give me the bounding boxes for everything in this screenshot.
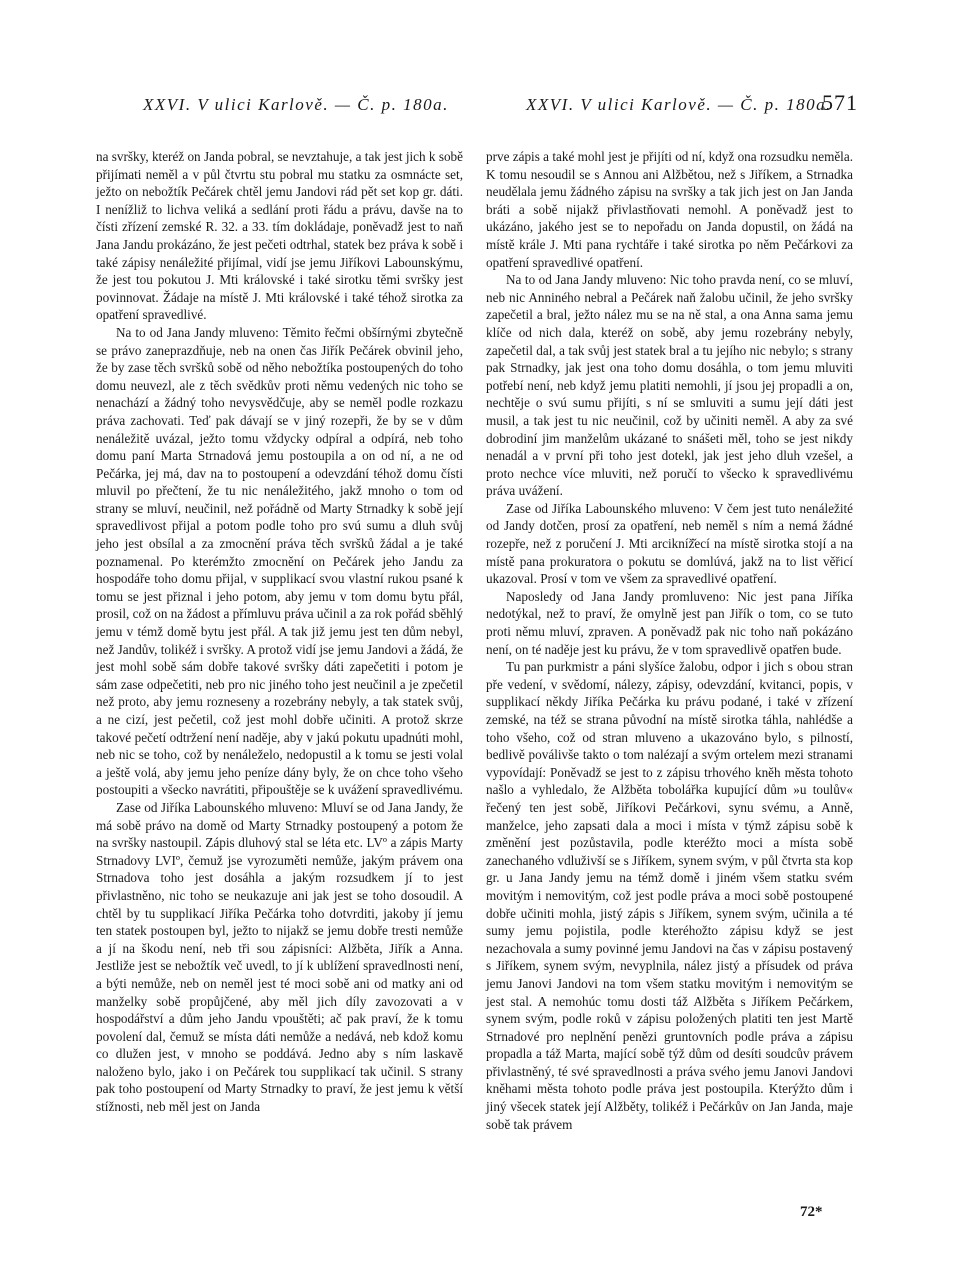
paragraph: Na to od Jana Jandy mluveno: Těmito řečmi obšírnými zbytečně se právo zaneprazdňuje, neb na onen čas Jiřík Pečárek obvinil jeho, že by zase těch svršků sobě od něho nebožtíka postoupených do toho domu neuvezl, ale z těch svědkův proti němu vedených nic toho se nenachází a žádný toho nevysvědčuje, aby se neměl podle rozkazu práva zachovati. Teď pak dávají se v jiný rozepři, že by se v dům nenáležitě uvázal, ježto tomu vždycky odpíral a odpírá, neb toho domu paní Marta Strnadová jemu postoupila a on od ní, a ne od Pečárka, jej má, dav na to postoupení a odevzdání téhož domu čísti mluvil po přečtení, že tu nic nenáležitého, jakž mnoho o tom od strany se mluví, neučinil, než pořádně od Marty Strnadky k sobě její spravedlivost přijal a potom podle toho pro svú sumu a dluh svůj jeho jest obsílal a za zmocnění práva těch svršků žádal a je také poznamenal. Po kterémžto zmocnění on Pečárek jeho Jandu za hospodáře toho domu přijal, v supplikací svou vlastní rukou psané k tomu se jest přiznal i jeho potom, aby jemu v tom domu bytu přál, prosil, což on na žádost a přímluvu práva učinil a za rok pořád sběhlý jemu v témž domě bytu jest přál. A tak již jemu jest ten dům nebyl, než Jandův, tolikéž i svršky. A protož vidí jse jemu Jandovi a žádá, že jest mohl sobě sám dobře takové svršky dáti zapečetiti i potom je sám zase odpečetiti, neb pro nic jiného toho jest neučinil a je zpečetil než proto, aby jemu rozneseny a rozebrány nebyly, a tak statek svůj, a ne cizí, jest pečetil, což jest mohl dobře učiniti. A protož skrze takové pečetí odtržení není naděje, aby v jakú pokutu upadnúti mohl, neb nic se toho, což by nenáleželo, nedopustil a k tomu se jesti volal a ještě volá, aby jemu jeho peníze dány byly, že on chce toho všeho postoupiti a všecko navrátiti, připouštěje se k uvážení spravedlivému. [96,324,463,798]
paragraph: Tu pan purkmistr a páni slyšíce žalobu, odpor i jich s obou stran pře vedení, v svědomí, nálezy, zápisy, odevzdání, kvitanci, popis, v supplikací někdy Jiříka Pečárka ku právu podané, i také v zřízení zemské, na též se strana původní na místě sirotka táhla, nahlédše a toho všeho, což od stran mluveno a ukazováno bylo, s pilností, bedlivě poválivše takto o tom nalézají a svým ortelem mezi stranami vypovídají: Poněvadž se jest to z zápisu trhového kněh města tohoto našlo a vyhledalo, že Alžběta tobolářka kupující dům »u toulův« řečený ten jest sobě, Jiříkovi Pečárkovi, synu svému, a Anně, manželce, jeho zapsati dala a moci i místa v týmž zápisu sobě k změnění jest pozůstavila, podle kteréžto moci a místa sobě zanechaného vdluživší se s Jiříkem, synem svým, v půl čtvrta sta kop gr. u Jana Jandy jemu na témž domě i jiném všem statku svém movitým i nemovitým, což jest podle práva a moci sobě postoupené dobře učiniti mohla, jistý zápis s Jiříkem, synem svým, učinila a té sumy jemu pojistila, podle kteréhožto zápisu když se jest nezachovala a sumy povinné jemu Jandovi na čas v zápisu postavený s Jiříkem, synem svým, nevyplnila, nález jistý a přísudek od práva jemu Janovi Jandovi na tom všem statku movitým i nemovitým se jest stal. A nemohúc tomu dosti táž Alžběta s Jiříkem Pečárkem, synem svým, podle roků v zápisu položených platiti ten jest Martě Strnadové pro neplnění penězi gruntovních podle práva a zápisu propadla a táž Marta, mající sobě týž dům od desíti soudcův právem přivlastněný, té své spravedlnosti a práva svého jemu Janovi Jandovi kněhami města tohoto podle práva jest postoupila. Kterýžto dům i jiný všecek statek její Alžběty, tolikéž i Pečárkův on Jan Janda, maje sobě tak právem [486,659,853,1132]
left-column [96,148,463,1116]
right-column [486,148,853,1133]
paragraph: Na to od Jana Jandy mluveno: Nic toho pravda není, co se mluví, neb nic Anniného nebral a Pečárek naň žalobu učinil, že jeho svršky zapečetil a bral, ježto nález mu se na ně stal, a ona Anna sama jemu klíče od nich dala, kteréž on sobě, aby jemu rozebrány nebyly, zapečetil dal, a tak svůj jest statek bral a tu jejího nic nebylo; s strany pak Strnadky, jak jest ona toho domu dosáhla, o tom jemu mluviti potřebí není, neb když jemu platiti nemohli, jí jsou jej propadli a on, nechtěje o svú sumu přijíti, s ní se smluviti a sumu její dáti jest musil, a tak jest tu nic neučinil, což by učiniti neměl. A aby za své dobrodiní jim manželům ukázané to snášeti měl, toho se jest nikdy nenadál a v první při toho jest dotekl, jak jest jeho dluh vzešel, a proto nechce více mluviti, než poručí to všecko k spravedlivému práva uvážení. [486,272,853,499]
paragraph: Zase od Jiříka Labounského mluveno: V čem jest tuto nenáležité od Jandy dotčen, prosí za opatření, neb neměl s ním a nemá žádné rozepře, než z poručení J. Mti arcikníž̌ecí na místě sirotka stojí a na místě pana prokuratora o pokutu se domlúvá, jakž na to list věřicí ukazoval. Prosí v tom ve všem za spravedlivé opatření. [486,500,853,587]
paragraph: prve zápis a také mohl jest je přijíti od ní, když ona rozsudku neměla. K tomu nesoudil se s Annou ani Alžbětou, než s Jiříkem, a Strnadka neudělala jemu žádného zápisu na svršky a tak jich jest on Jan Janda bráti a sobě nijakž přivlastňovati nemohl. A poněvadž jest to ukázáno, jakého jest se to nepořadu on Janda dopustil, on žádá na místě krále J. Mti pana rychtáře i také sirotka po něm Pečárkovi za opatření spravedlivé opatření. [486,149,853,270]
running-header-left: XXVI. V ulici Karlově. — Č. p. 180a. [143,95,449,114]
page-number: 571 [822,90,858,115]
paragraph: Zase od Jiříka Labounského mluveno: Mluví se od Jana Jandy, že má sobě právo na domě od Marty Strnadky postoupený a potom že na svršky nastoupil. Zápis dluhový stal se léta etc. LVº a zápis Marty Strnadovy LVIº, čemuž jse vyrozuměti nemůže, jakým právem ona Strnadova toho jest dosáhla a jakým rozsudkem jí to jest přivlastněno, nic toho se neukazuje ani jak jest se toho dosoudil. A chtěl by tu supplikací Jiříka Pečárka toho dotvrditi, jakoby jí jemu ten statek postoupen byl, ježto to nijakž se jemu dobře tresti nemůže a jí na škodu není, neb tři sou zápisníci: Alžběta, Jiřík a Anna. Jestliže jest se nebožtík več uvedl, to jí k ublížení spravedlnosti není, a býti nemůže, neb on neměl jest té moci sobě ani od matky ani od manželky sobě propůjčené, aby měl jich díly zavozovati a v hospodářství a dům jeho Jandu vpouštěti; ač pak praví, že k tomu povolení dal, čemuž se místa dáti nemůže a nedává, neb kdož komu co dlužen jest, v mnoho se poddává. Jedno aby s ním laskavě naloženo bylo, jako i on Pečárek tou supplikací tak učinil. S strany pak toho postoupení od Marty Strnadky to praví, že jest jemu k větší stížnosti, neb měl jest on Janda [96,799,463,1115]
paragraph: na svršky, kteréž on Janda pobral, se nevztahuje, a tak jest jich k sobě přijímati neměl a v půl čtvrtu stu pobral mu statku za osmnácte set, ježto on nebožtík Pečárek chtěl jemu Jandovi rád pět set kop gr. dáti. I nenížliž to lichva veliká a sedlání proti řádu a právu, davše na to čísti zřízení zemské R. 32. a 33. tím dokládaje, poněvadž jest to naň Jana Jandu prokázáno, že jest pečeti odtrhal, statek bez práva k sobě i také zápisy nenáležité přijímal, vidí jse jemu Jiříkovi Labounskýmu, že jest tou pokutou J. Mti královské i také sirotku těmi svršky jest povinnovat. Žádaje na místě J. Mti královské i také téhož sirotka za opatření spravedlivé. [96,149,463,323]
paragraph: Naposledy od Jana Jandy promluveno: Nic jest pana Jiříka nedotýkal, než to praví, že omylně jest pan Jiřík o tom, co se tuto proti němu mluví, zpraven. A poněvadž pak nic toho naň pokázáno není, on té naděje jest ku právu, že v tom spravedlivě opatřen bude. [486,588,853,657]
running-header-right: XXVI. V ulici Karlově. — Č. p. 180a. [526,95,832,114]
signature-mark: 72* [800,1204,823,1220]
